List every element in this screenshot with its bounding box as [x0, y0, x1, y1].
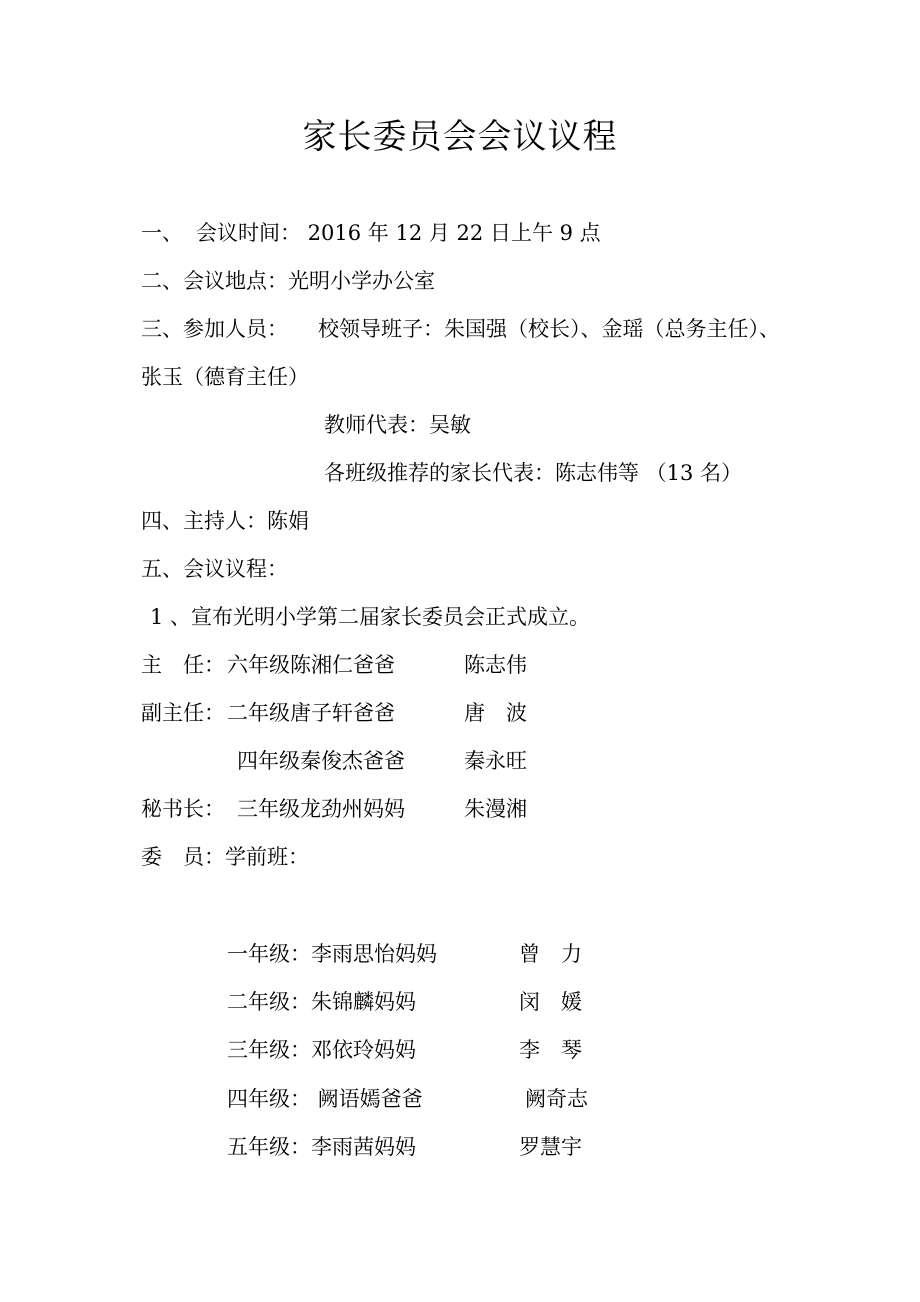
document-title: 家长委员会会议议程 — [302, 117, 618, 157]
role-person-name: 朱漫湘 — [464, 797, 527, 821]
member-name: 阙奇志 — [525, 1087, 588, 1111]
role-person-name: 唐 波 — [464, 701, 527, 725]
member-description: 五年级：李雨茜妈妈 — [227, 1135, 416, 1159]
item4-host: 四、主持人：陈娟 — [141, 509, 309, 533]
role-person-name: 陈志伟 — [464, 653, 527, 677]
role-description: 六年级陈湘仁爸爸 — [227, 653, 395, 677]
member-name: 罗慧宇 — [519, 1135, 582, 1159]
item1-meeting-time: 会议时间： 2016 年 12 月 22 日上午 9 点 — [196, 221, 601, 245]
item5-agenda-label: 五、会议议程： — [141, 557, 288, 581]
role-description: 四年级秦俊杰爸爸 — [237, 749, 405, 773]
member-description: 三年级：邓依玲妈妈 — [227, 1038, 416, 1062]
role-person-name: 秦永旺 — [464, 749, 527, 773]
member-description: 二年级：朱锦麟妈妈 — [227, 990, 416, 1014]
role-description: 二年级唐子轩爸爸 — [227, 701, 395, 725]
member-name: 曾 力 — [519, 942, 582, 966]
role-label: 秘书长： — [141, 797, 225, 821]
item1-number: 一、 — [141, 221, 183, 245]
item3-leaders-line1: 校领导班子：朱国强（校长）、金瑶（总务主任）、 — [318, 317, 780, 341]
members-label: 委 员：学前班： — [141, 845, 309, 869]
role-label: 副主任： — [141, 701, 225, 725]
member-name: 闵 媛 — [519, 990, 582, 1014]
role-description: 三年级龙劲州妈妈 — [237, 797, 405, 821]
item3-teacher-rep: 教师代表：吴敏 — [324, 413, 471, 437]
item3-leaders-line2: 张玉（德育主任） — [141, 365, 309, 389]
agenda-item-1: 1 、宣布光明小学第二届家长委员会正式成立。 — [150, 605, 591, 629]
member-description: 四年级： 阙语嫣爸爸 — [227, 1087, 423, 1111]
item2-meeting-location: 二、会议地点：光明小学办公室 — [141, 269, 435, 293]
item3-attendees-label: 三、参加人员： — [141, 317, 288, 341]
role-label: 主 任： — [141, 653, 225, 677]
item3-parent-reps: 各班级推荐的家长代表：陈志伟等 （13 名） — [324, 461, 743, 485]
member-description: 一年级：李雨思怡妈妈 — [227, 942, 437, 966]
member-name: 李 琴 — [519, 1038, 582, 1062]
